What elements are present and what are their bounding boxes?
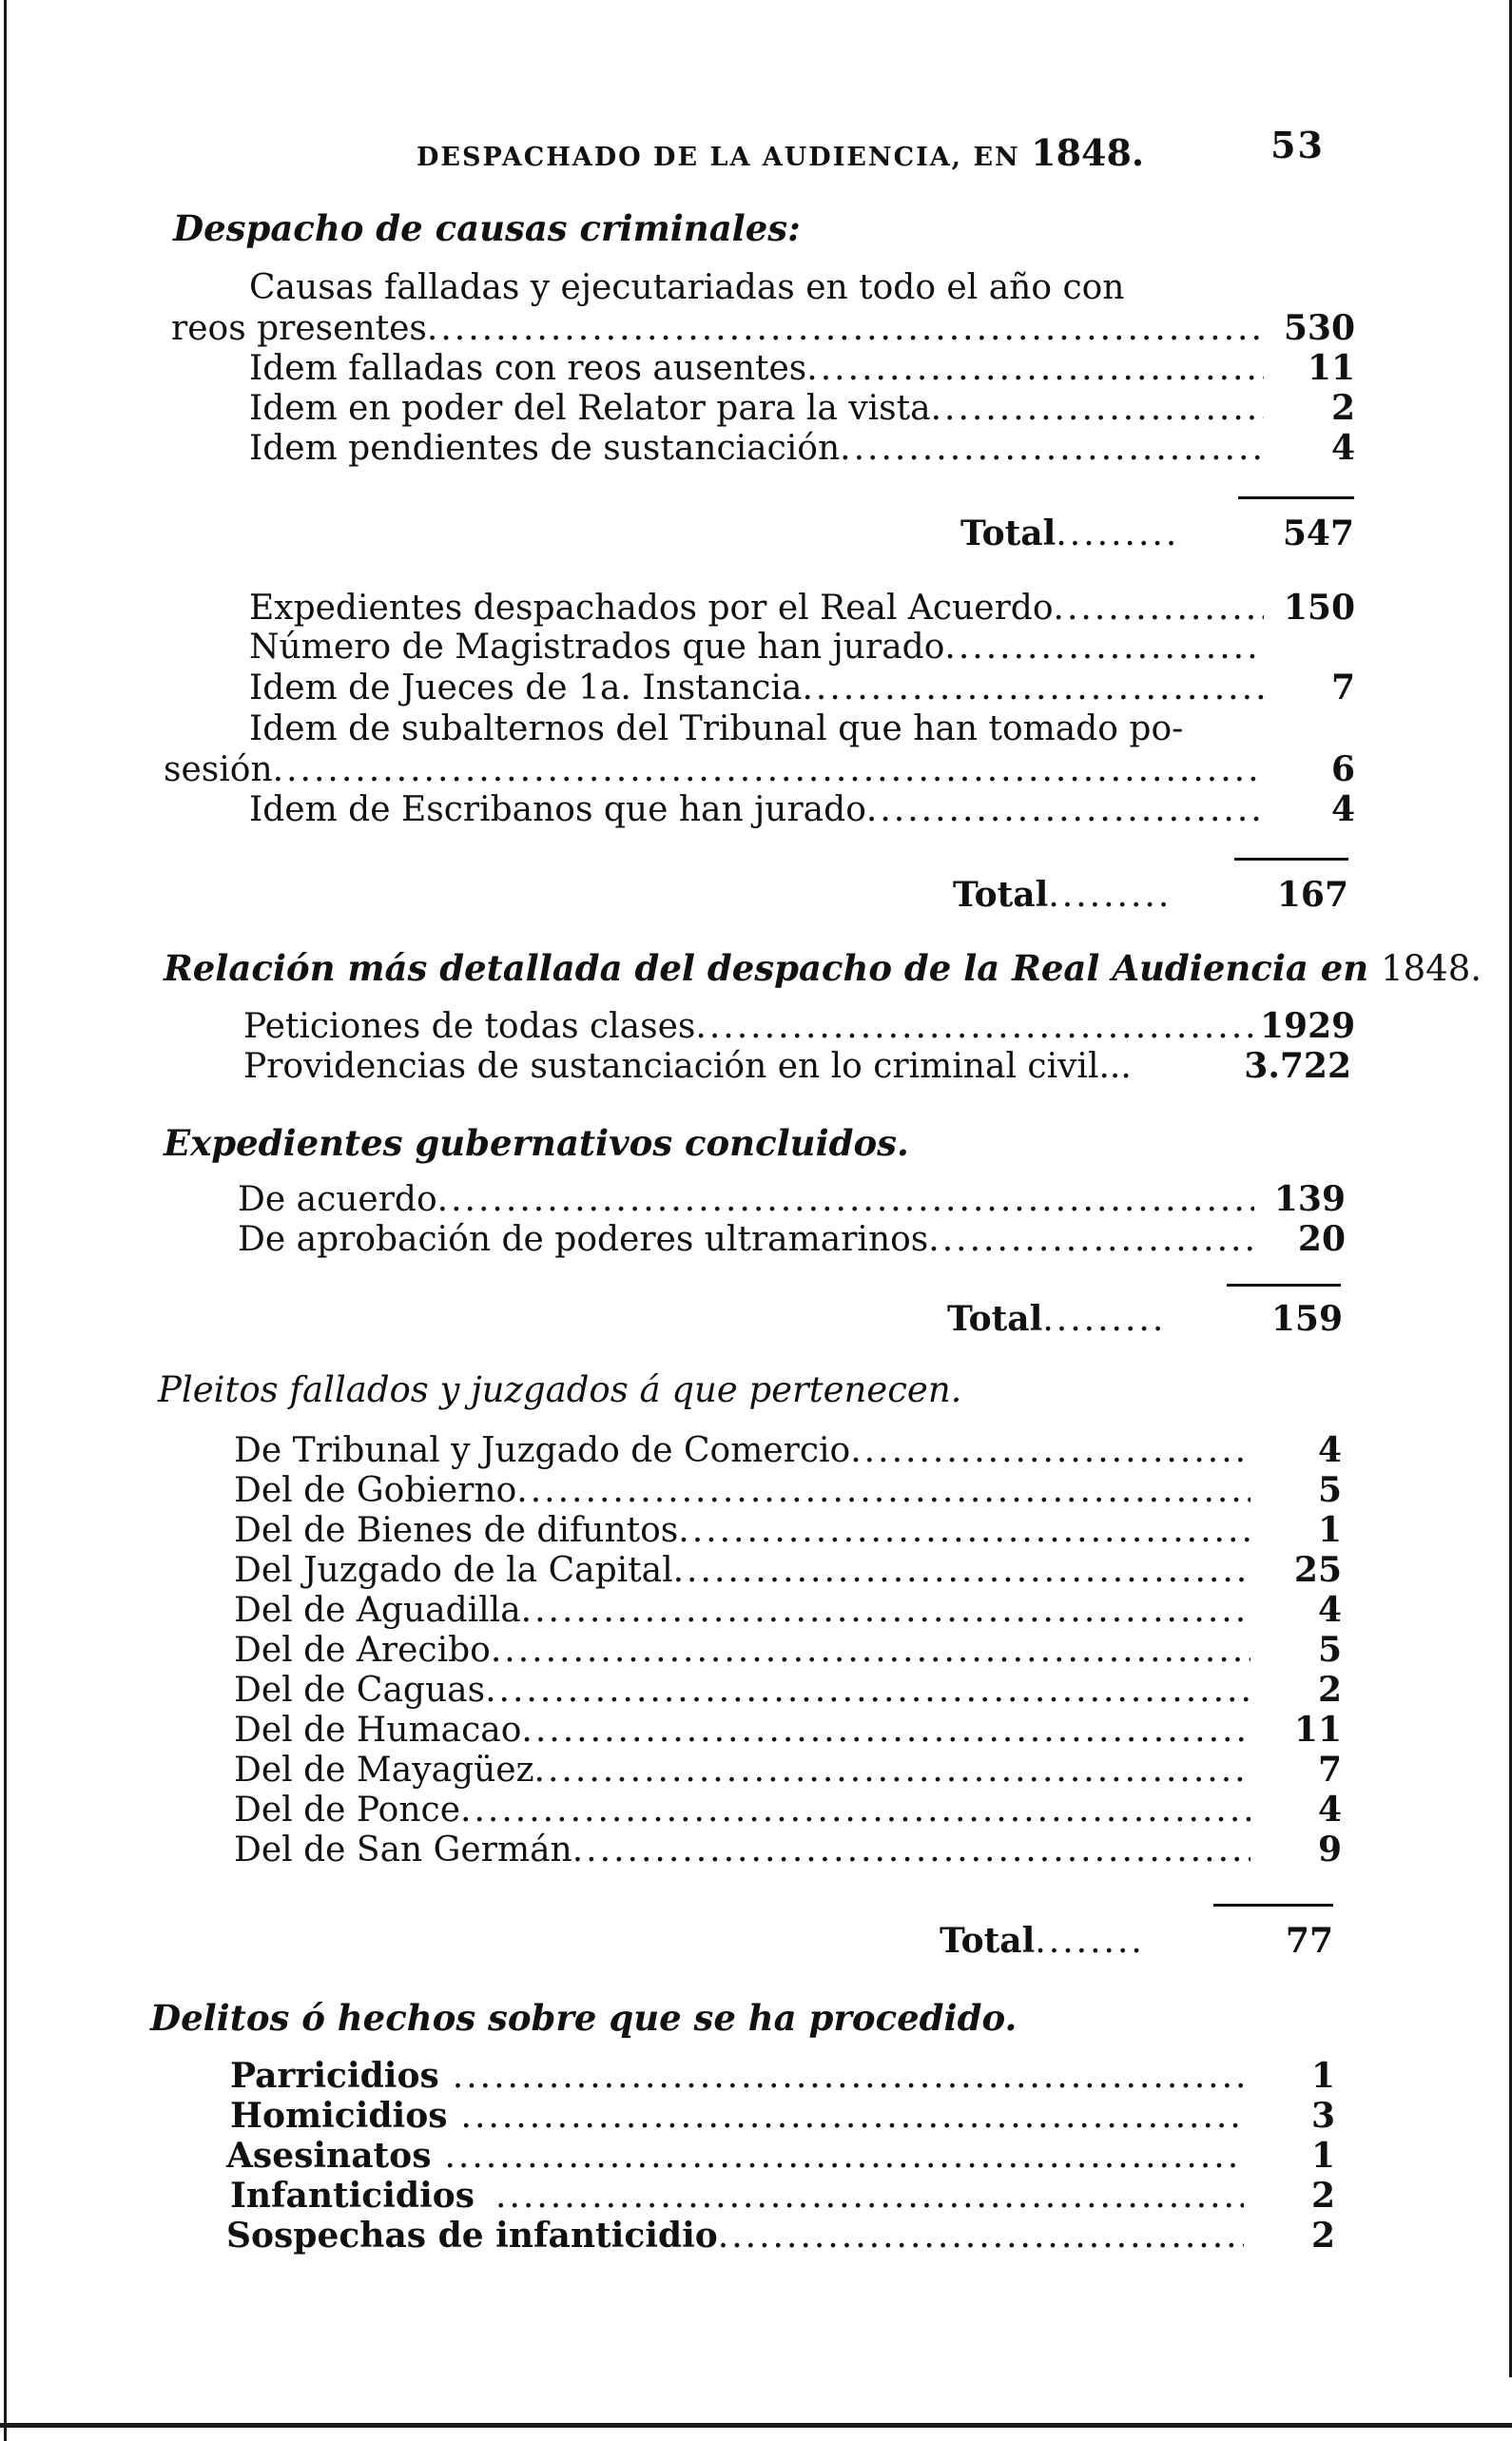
total-label-text: Total	[960, 513, 1056, 553]
list-item	[234, 1790, 1342, 1831]
leader-dots: .........	[1048, 876, 1173, 915]
leader-dots	[806, 349, 1264, 388]
row-label: Asesinatos	[226, 2136, 432, 2176]
row-label: Del de Arecibo	[234, 1631, 491, 1670]
row-value: 4	[1317, 1430, 1342, 1470]
list-item	[238, 1179, 1346, 1221]
row-value: 2	[1310, 2216, 1335, 2256]
section-heading-delitos: Delitos ó hechos sobre que se ha procedido.	[150, 1997, 1018, 2039]
leader-dots	[802, 668, 1264, 707]
list-item	[243, 1006, 1356, 1048]
row-label: Idem de Jueces de 1a. Instancia	[249, 668, 803, 707]
row-value: 1	[1310, 2056, 1335, 2096]
list-item	[234, 1830, 1342, 1871]
list-item	[226, 2136, 1335, 2178]
row-label: Infanticidios	[230, 2176, 475, 2216]
list-item	[238, 1219, 1346, 1261]
list-item	[249, 628, 1355, 669]
list-item	[234, 1510, 1342, 1552]
row-value: 5	[1317, 1470, 1342, 1510]
leader-dots	[718, 2217, 1244, 2256]
row-label: Parricidios	[230, 2056, 439, 2096]
acuerdo-wrap-line: Idem de subalternos del Tribunal que han tomado po-	[249, 709, 1184, 748]
total-label-text: Total	[953, 875, 1049, 915]
leader-dots	[521, 1711, 1250, 1750]
list-item	[249, 668, 1355, 709]
total-label	[953, 875, 1172, 915]
list-item	[234, 1430, 1342, 1472]
leader-dots	[453, 2057, 1244, 2096]
row-label: Del de Ponce	[234, 1791, 461, 1830]
row-value: 7	[1330, 668, 1355, 707]
section-heading-gubernativos: Expedientes gubernativos concluidos.	[164, 1122, 909, 1164]
running-title-year: 1848.	[1031, 131, 1145, 174]
list-item	[234, 1710, 1342, 1752]
total-value: 167	[1276, 875, 1348, 915]
total-label	[947, 1299, 1166, 1339]
row-value: 2	[1330, 388, 1355, 428]
total-label-text: Total	[947, 1299, 1043, 1339]
row-label: Del de Bienes de difuntos	[234, 1511, 679, 1550]
list-item	[226, 2216, 1335, 2257]
row-value: 4	[1317, 1790, 1342, 1830]
row-value: 150	[1283, 588, 1355, 628]
row-label: Expedientes despachados por el Real Acuerdo	[249, 589, 1054, 628]
list-item	[249, 588, 1355, 630]
list-item	[230, 2056, 1335, 2098]
row-value: 1929	[1260, 1006, 1356, 1046]
row-value: 11	[1293, 1710, 1342, 1750]
leader-dots	[461, 2097, 1244, 2136]
relacion-heading-year: 1848.	[1381, 948, 1483, 989]
row-value: 7	[1317, 1750, 1342, 1790]
page-edge-left	[4, 0, 7, 2441]
leader-dots	[850, 1431, 1250, 1470]
leader-dots	[521, 1591, 1250, 1630]
section-heading-criminal: Despacho de causas criminales:	[173, 207, 801, 249]
leader-dots	[516, 1471, 1250, 1510]
row-value: 4	[1330, 428, 1355, 468]
leader-dots	[427, 309, 1264, 348]
list-item	[249, 388, 1355, 430]
row-label: Providencias de sustanciación en lo criminal civil...	[243, 1047, 1132, 1086]
row-label: De aprobación de poderes ultramarinos	[238, 1220, 929, 1259]
row-value: 9	[1317, 1830, 1342, 1869]
total-rule	[1227, 1284, 1341, 1287]
list-item	[243, 1046, 1351, 1088]
running-title-text: DESPACHADO DE LA AUDIENCIA, EN	[417, 143, 1020, 172]
row-value: 4	[1330, 789, 1355, 829]
total-value: 159	[1270, 1299, 1343, 1339]
leader-dots	[460, 1791, 1250, 1830]
leader-dots	[673, 1551, 1250, 1590]
total-label	[960, 513, 1179, 553]
row-label: Del de Mayagüez	[234, 1751, 534, 1790]
leader-dots	[840, 429, 1264, 468]
leader-dots: .........	[1056, 514, 1180, 553]
page-edge-bottom	[0, 2423, 1512, 2428]
row-value: 25	[1293, 1550, 1342, 1590]
row-value: 1	[1310, 2136, 1335, 2176]
row-label: Del de Aguadilla	[234, 1591, 521, 1630]
row-value: 11	[1307, 348, 1355, 388]
row-value: 6	[1330, 749, 1355, 789]
relacion-heading-text: Relación más detallada del despacho de la Real Audiencia en	[164, 947, 1369, 989]
leader-dots	[485, 1671, 1250, 1710]
row-label: Homicidios	[230, 2096, 448, 2136]
leader-dots	[695, 1007, 1260, 1046]
row-value: 5	[1317, 1630, 1342, 1670]
total-label-text: Total	[940, 1921, 1036, 1961]
row-label: Peticiones de todas clases	[243, 1007, 696, 1046]
row-label: Idem en poder del Relator para la vista	[249, 389, 931, 428]
total-value: 77	[1285, 1921, 1333, 1961]
total-value: 547	[1282, 513, 1354, 553]
row-label: Del de Caguas	[234, 1671, 486, 1710]
row-value: 3.722	[1244, 1046, 1351, 1086]
leader-dots: ........	[1035, 1922, 1145, 1961]
leader-dots	[931, 389, 1264, 428]
row-label: reos presentes	[171, 309, 427, 348]
list-item	[234, 1630, 1342, 1672]
row-value: 530	[1283, 308, 1355, 348]
list-item	[234, 1670, 1342, 1712]
row-label: Número de Magistrados que han jurado	[249, 628, 945, 667]
leader-dots	[866, 790, 1264, 829]
list-item	[234, 1590, 1342, 1632]
leader-dots	[678, 1511, 1250, 1550]
row-label: Idem pendientes de sustanciación	[249, 429, 841, 468]
row-label: Del de Humacao	[234, 1711, 522, 1750]
row-value: 139	[1273, 1179, 1346, 1219]
list-item	[171, 308, 1355, 350]
row-value: 2	[1317, 1670, 1342, 1710]
leader-dots	[437, 1180, 1254, 1219]
total-rule	[1234, 858, 1348, 861]
row-label: Idem falladas con reos ausentes	[249, 349, 807, 388]
row-label: Idem de Escribanos que han jurado	[249, 790, 866, 829]
total-rule	[1238, 496, 1354, 499]
list-item	[230, 2176, 1335, 2218]
row-value: 4	[1317, 1590, 1342, 1630]
page-number: 53	[1270, 124, 1325, 166]
criminal-first-line: Causas falladas y ejecutariadas en todo el año con	[249, 268, 1125, 307]
leader-dots	[1054, 589, 1265, 628]
row-label: Sospechas de infanticidio	[226, 2216, 718, 2256]
row-label: sesión	[164, 750, 273, 789]
list-item	[234, 1470, 1342, 1512]
list-item	[249, 348, 1355, 390]
leader-dots	[534, 1751, 1250, 1790]
leader-dots: .........	[1042, 1300, 1167, 1339]
row-label: Del de Gobierno	[234, 1471, 517, 1510]
section-heading-pleitos: Pleitos fallados y juzgados á que pertenecen.	[158, 1369, 962, 1410]
section-heading-relacion	[164, 947, 1482, 989]
leader-dots	[928, 1220, 1254, 1259]
leader-dots	[491, 1631, 1250, 1670]
row-value: 1	[1317, 1510, 1342, 1550]
total-label	[940, 1921, 1145, 1961]
row-label: De Tribunal y Juzgado de Comercio	[234, 1431, 851, 1470]
leader-dots	[444, 2137, 1244, 2176]
leader-dots	[944, 628, 1264, 667]
row-value: 3	[1310, 2096, 1335, 2136]
total-rule	[1213, 1904, 1333, 1907]
list-item	[230, 2096, 1335, 2138]
list-item	[164, 749, 1355, 791]
leader-dots	[495, 2177, 1244, 2216]
leader-dots	[273, 750, 1264, 789]
row-label: Del de San Germán	[234, 1831, 572, 1869]
list-item	[249, 789, 1355, 831]
list-item	[234, 1750, 1342, 1792]
row-value: 20	[1297, 1219, 1346, 1259]
list-item	[249, 428, 1355, 470]
leader-dots	[572, 1831, 1250, 1869]
row-value: 2	[1310, 2176, 1335, 2216]
row-label: De acuerdo	[238, 1180, 437, 1219]
running-title	[417, 131, 1144, 174]
list-item	[234, 1550, 1342, 1592]
row-label: Del Juzgado de la Capital	[234, 1551, 673, 1590]
